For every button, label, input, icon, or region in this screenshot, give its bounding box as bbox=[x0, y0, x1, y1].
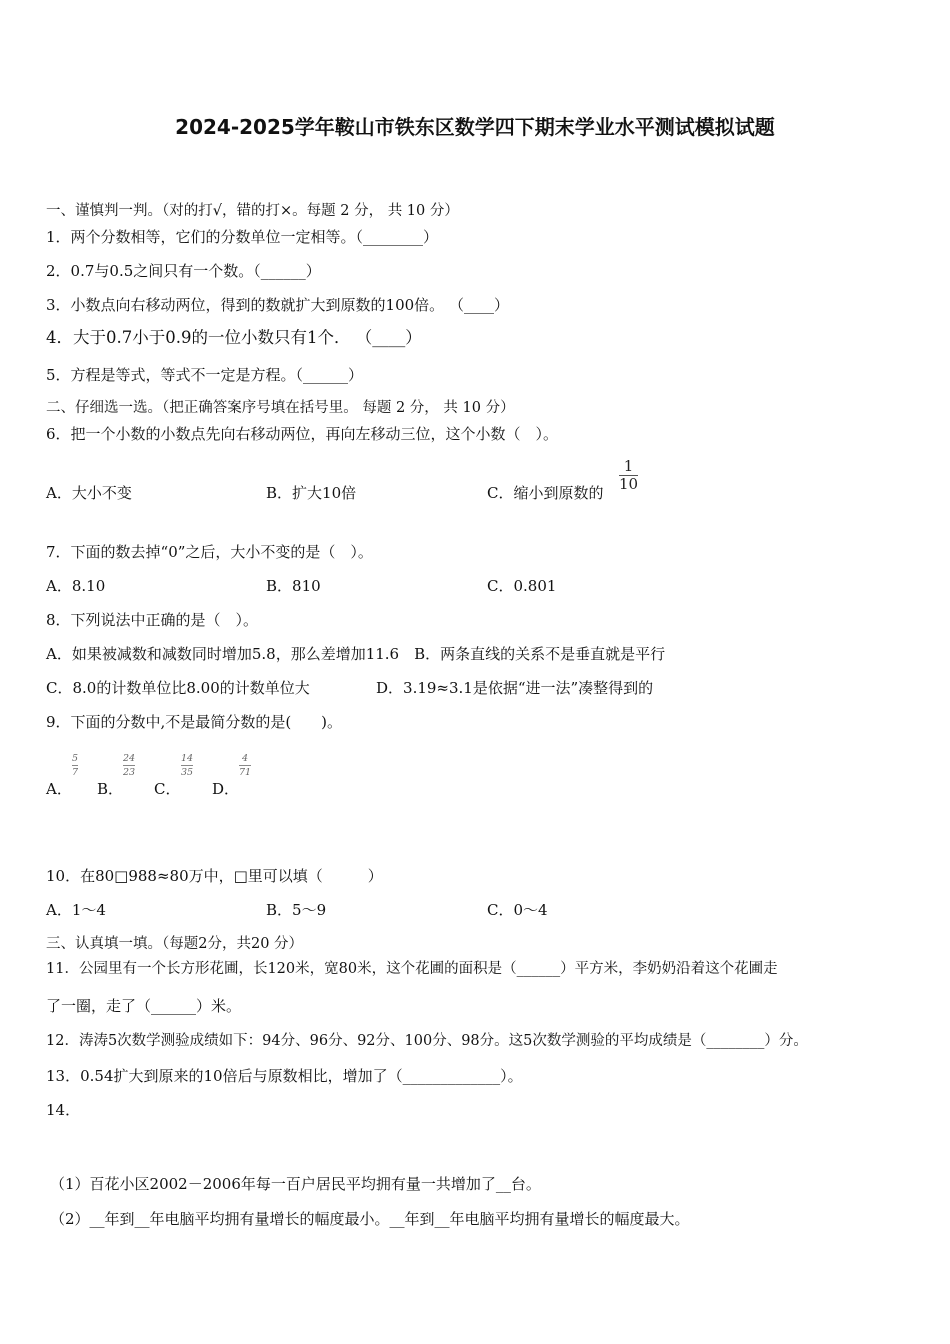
q8-options-ab: A．如果被减数和减数同时增加5.8，那么差增加11.6 B．两条直线的关系不是垂直就是平行 bbox=[46, 645, 666, 663]
fraction-bar bbox=[181, 765, 193, 766]
question-2: 2．0.7与0.5之间只有一个数。（______） bbox=[46, 262, 321, 280]
q8-option-c: C．8.0的计数单位比8.00的计数单位大 bbox=[46, 679, 310, 697]
q10-option-a: A．1～4 bbox=[46, 901, 106, 919]
question-10: 10．在80□988≈80万中，□里可以填（ ） bbox=[46, 867, 383, 885]
q10-option-c: C．0～4 bbox=[487, 901, 548, 919]
question-12: 12．涛涛5次数学测验成绩如下：94分、96分、92分、100分、98分。这5次数学测验的平均成绩是（________）分。 bbox=[46, 1033, 808, 1049]
q10-option-b: B．5～9 bbox=[266, 901, 327, 919]
question-8: 8．下列说法中正确的是（ ）。 bbox=[46, 611, 259, 629]
q9-fraction-b bbox=[123, 753, 135, 778]
section-1-header: 一、谨慎判一判。（对的打√，错的打×。每题 2 分， 共 10 分） bbox=[46, 203, 459, 219]
question-14-part-2: （2）__年到__年电脑平均拥有量增长的幅度最小。__年到__年电脑平均拥有量增长的幅度最大。 bbox=[50, 1210, 690, 1228]
q9-fraction-c bbox=[181, 753, 193, 778]
fraction-numerator: 24 bbox=[123, 753, 136, 764]
section-2-header: 二、仔细选一选。（把正确答案序号填在括号里。 每题 2 分， 共 10 分） bbox=[46, 400, 515, 416]
question-14-part-1: （1）百花小区2002－2006年每一百户居民平均拥有量一共增加了__台。 bbox=[50, 1175, 541, 1193]
q9-option-a: A． bbox=[46, 780, 72, 798]
q6-option-b: B．扩大10倍 bbox=[266, 484, 357, 502]
fraction-numerator: 14 bbox=[181, 753, 194, 764]
question-11-line-1: 11．公园里有一个长方形花圃，长120米，宽80米，这个花圃的面积是（______）平方米，李奶奶沿着这个花圃走 bbox=[46, 961, 778, 977]
fraction-bar bbox=[72, 765, 78, 766]
question-7: 7．下面的数去掉“0”之后，大小不变的是（ ）。 bbox=[46, 543, 373, 561]
question-5: 5．方程是等式，等式不一定是方程。（______） bbox=[46, 366, 364, 384]
question-4: 4．大于0.7小于0.9的一位小数只有1个． （____） bbox=[46, 328, 422, 347]
fraction-denominator: 7 bbox=[72, 767, 79, 778]
fraction-bar bbox=[123, 765, 135, 766]
question-1: 1．两个分数相等，它们的分数单位一定相等。（________） bbox=[46, 228, 439, 246]
fraction-numerator: 5 bbox=[72, 753, 79, 764]
page-title: 2024-2025学年鞍山市铁东区数学四下期末学业水平测试模拟试题 bbox=[175, 115, 775, 139]
fraction-numerator: 4 bbox=[242, 753, 249, 764]
question-9: 9．下面的分数中,不是最简分数的是( )。 bbox=[46, 713, 343, 731]
q6-option-a: A．大小不变 bbox=[46, 484, 132, 502]
fraction-bar bbox=[239, 765, 251, 766]
q9-option-b: B． bbox=[97, 780, 124, 798]
question-11-line-2: 了一圈，走了（______）米。 bbox=[46, 997, 242, 1015]
question-14: 14． bbox=[46, 1101, 81, 1119]
fraction-denominator: 35 bbox=[181, 767, 194, 778]
question-13: 13．0.54扩大到原来的10倍后与原数相比，增加了（_____________）。 bbox=[46, 1067, 523, 1085]
q7-option-c: C．0.801 bbox=[487, 577, 557, 595]
fraction-numerator: 1 bbox=[623, 457, 634, 475]
q9-option-c: C． bbox=[154, 780, 181, 798]
question-6: 6．把一个小数的小数点先向右移动两位，再向左移动三位，这个小数（ ）。 bbox=[46, 425, 559, 443]
q6-option-c: C．缩小到原数的 bbox=[487, 484, 604, 502]
q9-fraction-a bbox=[72, 753, 78, 778]
q9-option-d: D． bbox=[212, 780, 240, 798]
q7-option-a: A．8.10 bbox=[46, 577, 106, 595]
fraction-denominator: 10 bbox=[619, 475, 639, 493]
q6-fraction bbox=[619, 458, 638, 493]
q8-option-d: D．3.19≈3.1是依据“进一法”凑整得到的 bbox=[376, 679, 654, 697]
question-3: 3．小数点向右移动两位，得到的数就扩大到原数的100倍。 （____） bbox=[46, 296, 509, 314]
section-3-header: 三、认真填一填。（每题2分，共20 分） bbox=[46, 936, 304, 952]
fraction-denominator: 71 bbox=[239, 767, 252, 778]
q7-option-b: B．810 bbox=[266, 577, 321, 595]
q9-fraction-d bbox=[239, 753, 251, 778]
fraction-denominator: 23 bbox=[123, 767, 136, 778]
